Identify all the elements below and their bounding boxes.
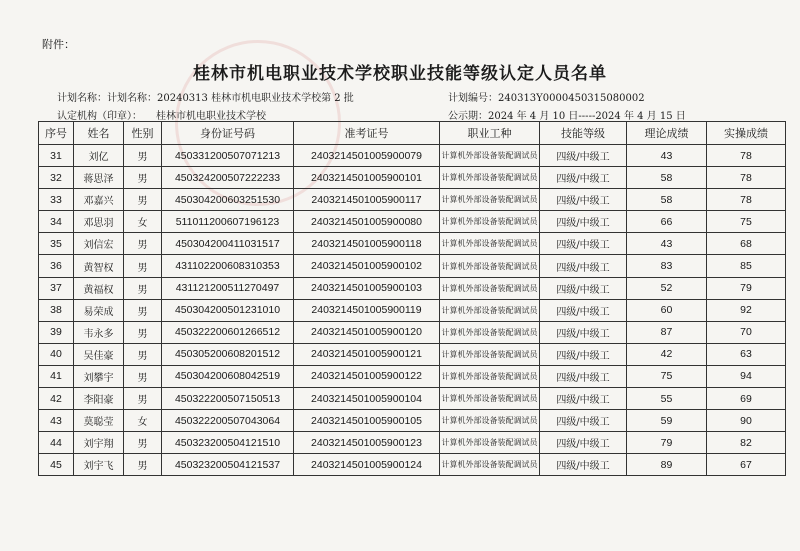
cell-name: 黄智权	[74, 255, 124, 277]
cell-skill-level: 四级/中级工	[540, 410, 627, 432]
cell-practical-score: 63	[707, 343, 786, 365]
table-row	[39, 233, 786, 255]
cell-exam-number: 2403214501005900120	[294, 321, 440, 343]
header-seq: 序号	[39, 122, 74, 145]
cell-exam-number: 2403214501005900122	[294, 365, 440, 387]
cell-practical-score: 75	[707, 211, 786, 233]
cell-occupation: 计算机外部设备装配调试员	[440, 410, 540, 432]
cell-practical-score: 78	[707, 189, 786, 211]
cell-practical-score: 68	[707, 233, 786, 255]
cell-theory-score: 58	[627, 167, 707, 189]
org-name: 桂林市机电职业技术学校	[156, 111, 266, 122]
cell-gender: 男	[124, 343, 162, 365]
header-occupation: 职业工种	[440, 122, 540, 145]
plan-number: 计划编号：240313Y0000450315080002	[448, 93, 645, 104]
cell-gender: 女	[124, 410, 162, 432]
cell-id-number: 450323200504121510	[162, 432, 294, 454]
plan-name-label: 计划名称：	[57, 93, 107, 104]
cell-gender: 男	[124, 321, 162, 343]
cell-seq: 31	[39, 145, 74, 167]
cell-id-number: 450331200507071213	[162, 145, 294, 167]
cell-seq: 41	[39, 365, 74, 387]
personnel-table	[38, 121, 786, 476]
cell-exam-number: 2403214501005900105	[294, 410, 440, 432]
cell-name: 刘攀宇	[74, 365, 124, 387]
cell-name: 刘信宏	[74, 233, 124, 255]
cell-theory-score: 83	[627, 255, 707, 277]
cell-skill-level: 四级/中级工	[540, 299, 627, 321]
cell-skill-level: 四级/中级工	[540, 343, 627, 365]
cell-skill-level: 四级/中级工	[540, 388, 627, 410]
cell-skill-level: 四级/中级工	[540, 432, 627, 454]
cell-name: 黄福权	[74, 277, 124, 299]
cell-exam-number: 2403214501005900104	[294, 388, 440, 410]
cell-gender: 男	[124, 432, 162, 454]
cell-seq: 36	[39, 255, 74, 277]
cell-occupation: 计算机外部设备装配调试员	[440, 145, 540, 167]
cell-exam-number: 2403214501005900080	[294, 211, 440, 233]
cell-occupation: 计算机外部设备装配调试员	[440, 432, 540, 454]
cell-name: 莫聪莹	[74, 410, 124, 432]
cell-occupation: 计算机外部设备装配调试员	[440, 277, 540, 299]
cell-name: 刘宇飞	[74, 454, 124, 476]
cell-practical-score: 69	[707, 388, 786, 410]
cell-name: 吴佳豪	[74, 343, 124, 365]
cell-name: 易荣成	[74, 299, 124, 321]
cell-id-number: 450304200608042519	[162, 365, 294, 387]
cell-practical-score: 90	[707, 410, 786, 432]
cell-exam-number: 2403214501005900101	[294, 167, 440, 189]
cell-occupation: 计算机外部设备装配调试员	[440, 189, 540, 211]
cell-occupation: 计算机外部设备装配调试员	[440, 211, 540, 233]
cell-gender: 男	[124, 299, 162, 321]
table-row	[39, 211, 786, 233]
cell-seq: 34	[39, 211, 74, 233]
cell-practical-score: 78	[707, 145, 786, 167]
cell-gender: 男	[124, 388, 162, 410]
cell-theory-score: 58	[627, 189, 707, 211]
table-row	[39, 255, 786, 277]
cell-gender: 男	[124, 454, 162, 476]
table-row	[39, 410, 786, 432]
cell-occupation: 计算机外部设备装配调试员	[440, 233, 540, 255]
cell-seq: 32	[39, 167, 74, 189]
cell-occupation: 计算机外部设备装配调试员	[440, 365, 540, 387]
cell-gender: 男	[124, 365, 162, 387]
cell-theory-score: 75	[627, 365, 707, 387]
cell-skill-level: 四级/中级工	[540, 233, 627, 255]
cell-practical-score: 85	[707, 255, 786, 277]
cell-name: 刘亿	[74, 145, 124, 167]
cell-id-number: 431102200608310353	[162, 255, 294, 277]
cell-name: 邓思羽	[74, 211, 124, 233]
cell-name: 李阳豪	[74, 388, 124, 410]
cell-practical-score: 70	[707, 321, 786, 343]
cell-id-number: 431121200511270497	[162, 277, 294, 299]
cell-occupation: 计算机外部设备装配调试员	[440, 454, 540, 476]
header-skill-level: 技能等级	[540, 122, 627, 145]
cell-name: 邓嘉兴	[74, 189, 124, 211]
cell-practical-score: 78	[707, 167, 786, 189]
cell-gender: 男	[124, 255, 162, 277]
cell-practical-score: 79	[707, 277, 786, 299]
cell-theory-score: 79	[627, 432, 707, 454]
cell-practical-score: 94	[707, 365, 786, 387]
cell-theory-score: 42	[627, 343, 707, 365]
table-row	[39, 365, 786, 387]
cell-occupation: 计算机外部设备装配调试员	[440, 321, 540, 343]
cell-theory-score: 55	[627, 388, 707, 410]
cell-exam-number: 2403214501005900118	[294, 233, 440, 255]
cell-seq: 35	[39, 233, 74, 255]
cell-exam-number: 2403214501005900103	[294, 277, 440, 299]
cell-gender: 男	[124, 145, 162, 167]
plan-name-line	[57, 89, 354, 104]
cell-skill-level: 四级/中级工	[540, 189, 627, 211]
table-header-row	[39, 122, 786, 145]
header-id-number: 身份证号码	[162, 122, 294, 145]
cell-occupation: 计算机外部设备装配调试员	[440, 167, 540, 189]
cell-exam-number: 2403214501005900102	[294, 255, 440, 277]
cell-skill-level: 四级/中级工	[540, 255, 627, 277]
table-row	[39, 343, 786, 365]
cell-skill-level: 四级/中级工	[540, 454, 627, 476]
cell-theory-score: 89	[627, 454, 707, 476]
cell-gender: 男	[124, 189, 162, 211]
cell-practical-score: 92	[707, 299, 786, 321]
cell-seq: 37	[39, 277, 74, 299]
cell-skill-level: 四级/中级工	[540, 277, 627, 299]
cell-seq: 33	[39, 189, 74, 211]
org-line	[57, 107, 266, 122]
cell-gender: 男	[124, 233, 162, 255]
table-row	[39, 321, 786, 343]
cell-id-number: 450304200603251530	[162, 189, 294, 211]
cell-theory-score: 59	[627, 410, 707, 432]
cell-exam-number: 2403214501005900123	[294, 432, 440, 454]
header-name: 姓名	[74, 122, 124, 145]
cell-theory-score: 52	[627, 277, 707, 299]
cell-exam-number: 2403214501005900119	[294, 299, 440, 321]
cell-theory-score: 60	[627, 299, 707, 321]
header-gender: 性别	[124, 122, 162, 145]
cell-seq: 44	[39, 432, 74, 454]
cell-gender: 男	[124, 167, 162, 189]
cell-seq: 45	[39, 454, 74, 476]
cell-practical-score: 82	[707, 432, 786, 454]
cell-theory-score: 43	[627, 145, 707, 167]
cell-exam-number: 2403214501005900121	[294, 343, 440, 365]
cell-occupation: 计算机外部设备装配调试员	[440, 388, 540, 410]
document-title: 桂林市机电职业技术学校职业技能等级认定人员名单	[193, 64, 607, 84]
cell-name: 刘宇翔	[74, 432, 124, 454]
cell-seq: 43	[39, 410, 74, 432]
cell-skill-level: 四级/中级工	[540, 321, 627, 343]
cell-id-number: 450322200601266512	[162, 321, 294, 343]
cell-seq: 42	[39, 388, 74, 410]
cell-occupation: 计算机外部设备装配调试员	[440, 299, 540, 321]
header-practical-score: 实操成绩	[707, 122, 786, 145]
cell-id-number: 450304200501231010	[162, 299, 294, 321]
cell-skill-level: 四级/中级工	[540, 145, 627, 167]
cell-skill-level: 四级/中级工	[540, 167, 627, 189]
cell-id-number: 511011200607196123	[162, 211, 294, 233]
plan-name: 计划名称：20240313 桂林市机电职业技术学校第 2 批	[107, 93, 354, 104]
table-row	[39, 189, 786, 211]
cell-id-number: 450304200411031517	[162, 233, 294, 255]
table-row	[39, 167, 786, 189]
cell-id-number: 450323200504121537	[162, 454, 294, 476]
cell-name: 韦永多	[74, 321, 124, 343]
table-row	[39, 454, 786, 476]
cell-exam-number: 2403214501005900124	[294, 454, 440, 476]
cell-skill-level: 四级/中级工	[540, 211, 627, 233]
cell-id-number: 450305200608201512	[162, 343, 294, 365]
cell-theory-score: 43	[627, 233, 707, 255]
cell-gender: 男	[124, 277, 162, 299]
attachment-label: 附件：	[42, 38, 75, 51]
cell-id-number: 450324200507222233	[162, 167, 294, 189]
cell-seq: 38	[39, 299, 74, 321]
cell-name: 蒋思泽	[74, 167, 124, 189]
cell-gender: 女	[124, 211, 162, 233]
cell-seq: 39	[39, 321, 74, 343]
cell-seq: 40	[39, 343, 74, 365]
table-row	[39, 277, 786, 299]
org-label: 认定机构（印章）：	[57, 111, 142, 122]
publicity-period: 公示期：2024 年 4 月 10 日-----2024 年 4 月 15 日	[448, 111, 686, 122]
table-row	[39, 432, 786, 454]
cell-theory-score: 66	[627, 211, 707, 233]
cell-id-number: 450322200507043064	[162, 410, 294, 432]
cell-occupation: 计算机外部设备装配调试员	[440, 343, 540, 365]
cell-theory-score: 87	[627, 321, 707, 343]
cell-exam-number: 2403214501005900079	[294, 145, 440, 167]
table-row	[39, 388, 786, 410]
cell-id-number: 450322200507150513	[162, 388, 294, 410]
cell-occupation: 计算机外部设备装配调试员	[440, 255, 540, 277]
cell-practical-score: 67	[707, 454, 786, 476]
header-theory-score: 理论成绩	[627, 122, 707, 145]
table-row	[39, 299, 786, 321]
header-exam-number: 准考证号	[294, 122, 440, 145]
cell-exam-number: 2403214501005900117	[294, 189, 440, 211]
cell-skill-level: 四级/中级工	[540, 365, 627, 387]
table-row	[39, 145, 786, 167]
